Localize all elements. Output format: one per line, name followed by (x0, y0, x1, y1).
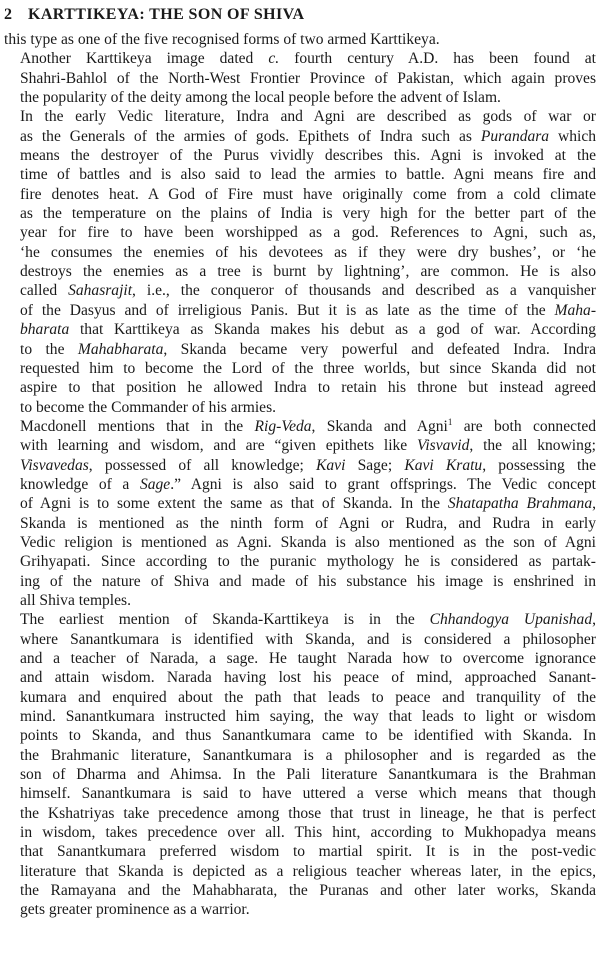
text-run: In the early Vedic literature, Indra and Agni are described as gods of war or (20, 108, 596, 126)
text-run: Macdonell mentions that in the (20, 417, 255, 435)
text-run: literature that Skanda is depicted as a religious teacher whereas later, in the epics, (20, 862, 596, 880)
running-header (4, 4, 596, 30)
paragraph (4, 107, 596, 417)
text-run: are both connected (452, 417, 596, 435)
text-run: Another Karttikeya image dated (20, 50, 269, 68)
text-run: Vedic religion is mentioned as Agni. Skanda is also mentioned as the son of Agni (20, 533, 596, 551)
text-run: mind. Sanantkumara instructed him saying, the way that leads to light or wisdom (20, 708, 596, 726)
italic-term: Shatapatha Brahmana (447, 495, 593, 513)
text-run: destroys the enemies as a tree is burnt by lightning’, are common. He is also (20, 263, 596, 281)
text-line (4, 552, 596, 571)
text-line (4, 378, 596, 397)
text-line (4, 456, 596, 475)
text-run: which (549, 127, 597, 145)
text-line (4, 765, 596, 784)
text-line (4, 900, 596, 919)
text-run: himself. Sanantkumara is said to have uttered a verse which means that though (20, 785, 596, 803)
text-line (4, 707, 596, 726)
italic-term: c. (268, 50, 280, 68)
text-line (4, 746, 596, 765)
italic-term: bharata (20, 321, 70, 339)
text-run: time of battles and is also said to lead the armies to battle. Agni means fire and (20, 166, 596, 184)
text-run: , i.e., the conqueror of thousands and described as a vanquisher (132, 282, 596, 300)
text-run: points to Skanda, and thus Sanantkumara came to be identified with Skanda. In (20, 727, 596, 745)
text-run: aspire to that position he allowed Indra to retain his throne but instead agreed (20, 379, 596, 397)
text-run: , the all knowing; (469, 437, 596, 455)
text-run: , (592, 495, 596, 513)
text-line (4, 320, 596, 339)
text-run: , Skanda and Agni (311, 417, 448, 435)
text-line (4, 340, 596, 359)
text-line (4, 243, 596, 262)
italic-term: Kavi Kratu (404, 456, 483, 474)
text-line (4, 823, 596, 842)
text-line (4, 417, 596, 436)
text-line (4, 204, 596, 223)
text-run: means the destroyer of the Purus vividly describes this. Agni is invoked at the (20, 147, 596, 165)
text-line (4, 784, 596, 803)
italic-term: Rig-Veda (254, 417, 312, 435)
italic-term: Mahabharata (77, 340, 164, 358)
text-run: .” Agni is also said to grant offsprings. The Vedic concept (170, 475, 596, 493)
text-run: of Agni is to some extent the same as that of Skanda. In the (20, 495, 448, 513)
text-line (4, 533, 596, 552)
text-line (4, 281, 596, 300)
italic-term: Visvavid (417, 437, 470, 455)
text-run: this type as one of the five recognised forms of two armed Karttikeya. (4, 31, 440, 48)
text-run: and attain wisdom. Narada having lost his peace of mind, approached Sanant- (20, 669, 596, 687)
text-run: Shahri-Bahlol of the North-West Frontier Province of Pakistan, which again proves (20, 69, 596, 87)
text-run: gets greater prominence as a warrior. (20, 901, 250, 919)
italic-term: Visvavedas (20, 456, 89, 474)
text-run: , possessed of all knowledge; (88, 456, 317, 474)
text-line (4, 185, 596, 204)
text-run: called (20, 282, 69, 300)
text-line (4, 301, 596, 320)
text-line (4, 127, 596, 146)
text-line (4, 649, 596, 668)
text-line (4, 610, 596, 629)
text-run: ing of the nature of Shiva and made of his substance his image is enshrined in (20, 572, 596, 590)
text-run: that Karttikeya as Skanda makes his debut as a god of war. According (69, 321, 596, 339)
body-text (4, 30, 596, 920)
text-run: the Brahmanic literature, Sanantkumara is a philosopher and is regarded as the (20, 746, 596, 764)
paragraph (4, 49, 596, 107)
footnote-marker: 1 (447, 416, 453, 427)
text-run: where Sanantkumara is identified with Skanda, and is considered a philosopher (20, 630, 596, 648)
paragraph (4, 30, 596, 49)
text-line (4, 514, 596, 533)
text-line (4, 30, 596, 49)
italic-term: Purandara (480, 127, 550, 145)
text-run: Grihyapati. Since according to the puranic mythology he is considered as partak- (20, 553, 596, 571)
text-run: requested him to become the Lord of the three worlds, but since Skanda did not (20, 359, 596, 377)
text-run: as the Generals of the armies of gods. Epithets of Indra such as (20, 127, 481, 145)
text-line (4, 688, 596, 707)
text-line (4, 107, 596, 126)
text-run: with learning and wisdom, and are “given epithets like (20, 437, 417, 455)
italic-term: Chhandogya Upanishad (429, 611, 593, 629)
paragraph (4, 610, 596, 920)
text-run: fire denotes heat. A God of Fire must have originally come from a cold climate (20, 185, 596, 203)
text-run: , (592, 611, 596, 629)
text-line (4, 359, 596, 378)
text-line (4, 165, 596, 184)
text-run: kumara and enquired about the path that leads to peace and tranquility of the (20, 688, 596, 706)
text-line (4, 591, 596, 610)
text-line (4, 436, 596, 455)
text-run: all Shiva temples. (20, 591, 131, 609)
text-line (4, 49, 596, 68)
text-run: to the (20, 340, 78, 358)
text-line (4, 804, 596, 823)
text-line (4, 146, 596, 165)
text-line (4, 726, 596, 745)
text-run: that Sanantkumara preferred wisdom to martial spirit. It is in the post-vedic (20, 843, 596, 861)
text-line (4, 494, 596, 513)
text-line (4, 223, 596, 242)
text-line (4, 572, 596, 591)
text-line (4, 862, 596, 881)
text-run: the popularity of the deity among the local people before the advent of Islam. (20, 89, 501, 107)
italic-term: Sage (139, 475, 171, 493)
text-run: the Kshatriyas take precedence among those that trust in lineage, he that is perfect (20, 804, 596, 822)
text-run: in wisdom, takes precedence over all. This hint, according to Mukhopadya means (20, 824, 596, 842)
text-line (4, 668, 596, 687)
italic-term: Kavi (316, 456, 346, 474)
text-run: fourth century A.D. has been found at (279, 50, 596, 68)
text-run: of the Dasyus and of irreligious Panis. But it is as late as the time of the (20, 301, 555, 319)
text-line (4, 842, 596, 861)
text-run: Sage; (345, 456, 405, 474)
paragraph (4, 417, 596, 610)
text-line (4, 69, 596, 88)
text-line (4, 475, 596, 494)
italic-term: Maha- (554, 301, 596, 319)
text-run: ‘he consumes the enemies of his devotees as if they were dry bushes’, or ‘he (20, 243, 596, 261)
text-line (4, 630, 596, 649)
text-run: the Ramayana and the Mahabharata, the Puranas and other later works, Skanda (20, 882, 596, 900)
text-line (4, 398, 596, 417)
text-run: Skanda is mentioned as the ninth form of Agni or Rudra, and Rudra in early (20, 514, 596, 532)
running-title: KARTTIKEYA: THE SON OF SHIVA (28, 6, 305, 23)
text-run: to become the Commander of his armies. (20, 398, 277, 416)
text-line (4, 262, 596, 281)
text-run: as the temperature on the plains of India is very high for the better part of the (20, 205, 596, 223)
text-run: and a teacher of Narada, a sage. He taught Narada how to overcome ignorance (20, 650, 596, 667)
text-run: knowledge of a (20, 475, 140, 493)
text-run: year for fire to have been worshipped as a god. References to Agni, such as, (20, 224, 596, 242)
text-run: , possessing the (482, 456, 596, 474)
italic-term: Sahasrajit (68, 282, 133, 300)
text-run: , Skanda became very powerful and defeated Indra. Indra (163, 340, 596, 358)
text-run: The earliest mention of Skanda-Karttikeya is in the (20, 611, 430, 629)
text-line (4, 88, 596, 107)
text-line (4, 881, 596, 900)
page-number: 2 (4, 6, 13, 23)
text-run: son of Dharma and Ahimsa. In the Pali literature Sanantkumara is the Brahman (20, 766, 596, 784)
